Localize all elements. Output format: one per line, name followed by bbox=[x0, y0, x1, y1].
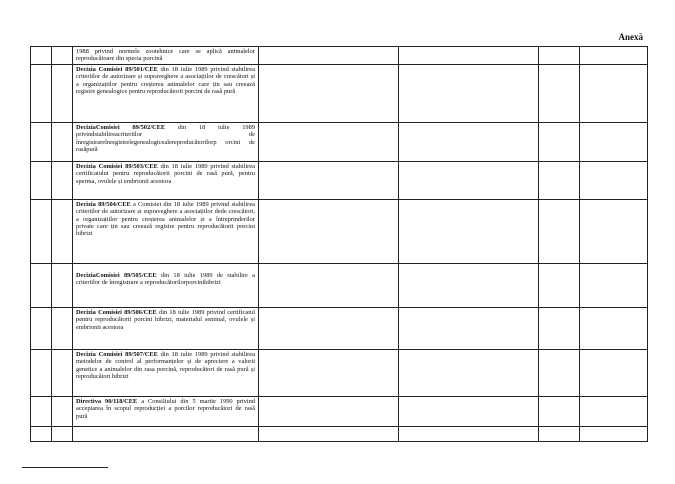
legislation-text bbox=[73, 427, 258, 429]
legislation-cell bbox=[73, 307, 259, 349]
legislation-text bbox=[73, 200, 258, 239]
empty-cell bbox=[31, 122, 52, 161]
empty-cell bbox=[52, 263, 73, 307]
legislation-text bbox=[73, 47, 258, 64]
empty-cell bbox=[259, 122, 399, 161]
legislation-cell bbox=[73, 122, 259, 161]
empty-cell bbox=[31, 396, 52, 426]
empty-cell bbox=[539, 307, 580, 349]
act-description: din 18 iulie 1989 de stabilire a criteriilor de înregistrare a reproducătorilorporcinihibrizi bbox=[76, 271, 255, 287]
empty-cell bbox=[52, 199, 73, 263]
table-row bbox=[31, 396, 648, 426]
legislation-table bbox=[30, 46, 648, 442]
table-row bbox=[31, 199, 648, 263]
act-reference: DeciziaComisiei 89/505/CEE bbox=[76, 271, 157, 279]
empty-cell bbox=[399, 307, 539, 349]
empty-cell bbox=[31, 161, 52, 199]
act-reference: Decizia Comisiei 89/507/CEE bbox=[76, 350, 158, 358]
empty-cell bbox=[580, 263, 648, 307]
empty-cell bbox=[539, 263, 580, 307]
empty-cell bbox=[580, 122, 648, 161]
empty-cell bbox=[580, 161, 648, 199]
empty-cell bbox=[539, 161, 580, 199]
empty-cell bbox=[399, 199, 539, 263]
empty-cell bbox=[52, 47, 73, 65]
empty-cell bbox=[31, 349, 52, 396]
empty-cell bbox=[399, 349, 539, 396]
legislation-text bbox=[73, 162, 258, 186]
legislation-cell bbox=[73, 199, 259, 263]
empty-cell bbox=[31, 307, 52, 349]
empty-cell bbox=[259, 47, 399, 65]
legislation-text bbox=[73, 123, 258, 155]
empty-cell bbox=[399, 263, 539, 307]
empty-cell bbox=[399, 47, 539, 65]
legislation-cell bbox=[73, 47, 259, 65]
empty-cell bbox=[539, 64, 580, 122]
empty-cell bbox=[539, 426, 580, 441]
act-description: din 18 iulie 1989 privind stabilirea criteriilor de autorizare și supraveghere a asociațiilor de crescători și a organizațiilor pentru creșterea animalelor care țin sau creează registre genealogice pentru reproducătorii porcini de rasă pură bbox=[76, 65, 255, 96]
table-row bbox=[31, 122, 648, 161]
table-row bbox=[31, 349, 648, 396]
empty-cell bbox=[52, 426, 73, 441]
act-description: 1988 privind normele zootehnice care se aplică animalelor reproducătoare din specia porcină bbox=[76, 48, 255, 63]
legislation-text bbox=[73, 308, 258, 332]
empty-cell bbox=[52, 307, 73, 349]
act-reference: Directiva 90/118/CEE bbox=[76, 397, 138, 405]
table-row bbox=[31, 307, 648, 349]
empty-cell bbox=[580, 64, 648, 122]
empty-cell bbox=[539, 47, 580, 65]
table-row bbox=[31, 161, 648, 199]
empty-cell bbox=[31, 263, 52, 307]
empty-cell bbox=[52, 349, 73, 396]
legislation-cell bbox=[73, 396, 259, 426]
legislation-cell bbox=[73, 349, 259, 396]
empty-cell bbox=[259, 349, 399, 396]
empty-cell bbox=[52, 64, 73, 122]
empty-cell bbox=[580, 426, 648, 441]
act-reference: Decizia Comisiei 89/506/CEE bbox=[76, 308, 157, 316]
empty-cell bbox=[259, 307, 399, 349]
empty-cell bbox=[52, 396, 73, 426]
legislation-cell bbox=[73, 263, 259, 307]
empty-cell bbox=[539, 122, 580, 161]
empty-cell bbox=[31, 47, 52, 65]
table-row bbox=[31, 263, 648, 307]
empty-cell bbox=[580, 47, 648, 65]
empty-cell bbox=[399, 426, 539, 441]
legislation-text bbox=[73, 264, 258, 288]
table-row bbox=[31, 64, 648, 122]
act-reference: Decizia Comisiei 89/501/CEE bbox=[76, 65, 158, 73]
empty-cell bbox=[580, 349, 648, 396]
act-reference: DeciziaComisiei 89/502/CEE bbox=[76, 123, 166, 131]
empty-cell bbox=[580, 307, 648, 349]
empty-cell bbox=[259, 396, 399, 426]
empty-cell bbox=[399, 161, 539, 199]
legislation-cell bbox=[73, 426, 259, 441]
legislation-text bbox=[73, 397, 258, 421]
legislation-cell bbox=[73, 64, 259, 122]
legislation-text bbox=[73, 65, 258, 97]
empty-cell bbox=[399, 64, 539, 122]
act-description: a Comisiei din 18 iulie 1989 privind stabilirea criteriilor de autorizare și supraveghere a asociațiilor dede crescători, a organizațiilor pentru creșterea animalelor și a întreprinderilor private care țin sau creează registre pentru reproducătorii porcini hibrizi bbox=[76, 200, 255, 238]
legislation-cell bbox=[73, 161, 259, 199]
empty-cell bbox=[31, 199, 52, 263]
empty-cell bbox=[259, 263, 399, 307]
empty-cell bbox=[399, 396, 539, 426]
act-description: din 18 iulie 1989 privind stabilirea metodelor de control al performanțelor și de apreciere a valorii genetice a animalelor din rasa porcină, reproducători de rasă pură și reproducători hibrizi bbox=[76, 350, 255, 381]
empty-cell bbox=[399, 122, 539, 161]
empty-cell bbox=[539, 396, 580, 426]
legislation-text bbox=[73, 350, 258, 382]
empty-cell bbox=[580, 396, 648, 426]
empty-cell bbox=[31, 426, 52, 441]
empty-cell bbox=[580, 199, 648, 263]
empty-cell bbox=[259, 64, 399, 122]
empty-cell bbox=[259, 199, 399, 263]
table-row bbox=[31, 426, 648, 441]
empty-cell bbox=[539, 199, 580, 263]
footnote-rule bbox=[22, 467, 108, 468]
annex-label: Anexă bbox=[618, 32, 643, 42]
act-description: din 18 iulie 1989 privind certificatul pentru reproducătorii porcini hibrizi, materialul seminal, ovulele și embrionii acestora bbox=[76, 308, 255, 331]
act-description: din 18 iulie 1989 privind stabilirea certificatului pentru reproducătorii porcini de rasă pură, pentru sperma, ovulele și embrionii acestora bbox=[76, 162, 255, 185]
empty-cell bbox=[539, 349, 580, 396]
table-row bbox=[31, 47, 648, 65]
act-description: din 18 iulie 1989 privindstabilireacriteriilor de înregistrareînregistrelegenealogicealereproducătorilorp orcini de rasăpură bbox=[76, 123, 255, 154]
empty-cell bbox=[52, 122, 73, 161]
empty-cell bbox=[259, 161, 399, 199]
act-description: a Consiliului din 5 martie 1990 privind acceptarea în scopul reproducției a porcilor reproducători de rasă pură bbox=[76, 397, 255, 420]
act-reference: Decizia Comisiei 89/503/CEE bbox=[76, 162, 158, 170]
empty-cell bbox=[52, 161, 73, 199]
act-reference: Decizia 89/504/CEE bbox=[76, 200, 131, 208]
empty-cell bbox=[259, 426, 399, 441]
empty-cell bbox=[31, 64, 52, 122]
